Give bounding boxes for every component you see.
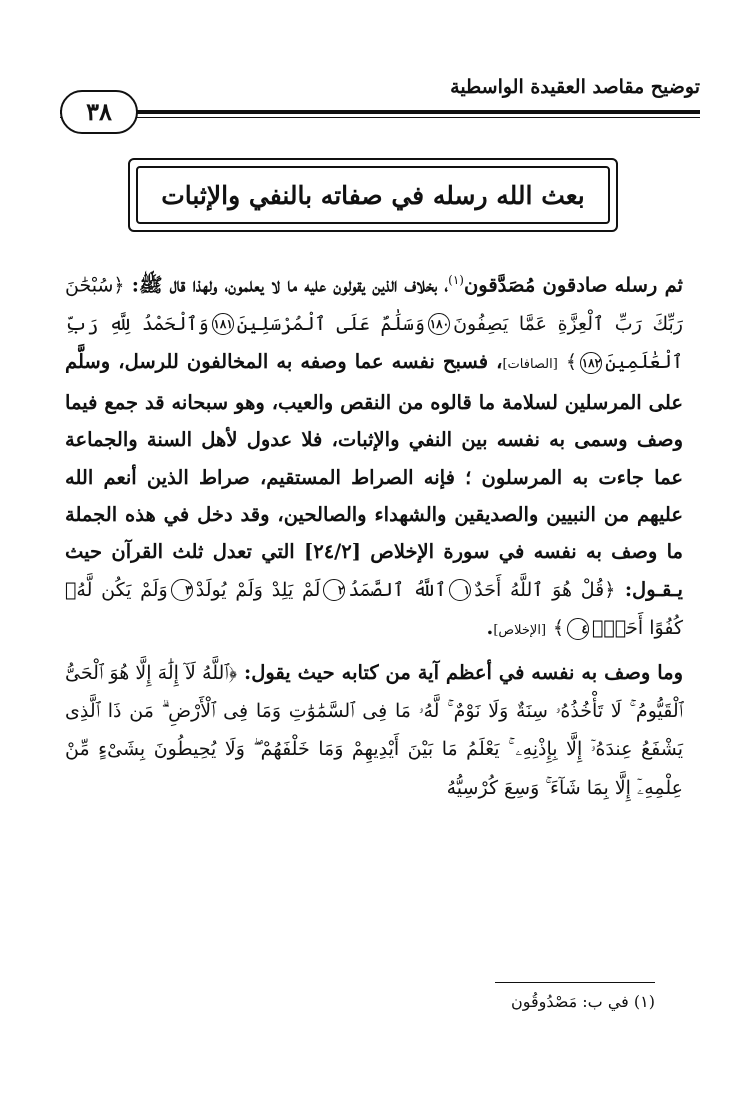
text-run: وما وصف به نفسه في أعظم آية من كتابه حيث يقول: <box>237 660 684 684</box>
verse-close: ﴾ <box>565 351 578 374</box>
quran-verse: لَمْ يَلِدْ وَلَمْ يُولَدْ <box>195 578 321 601</box>
footnote-separator <box>495 982 655 983</box>
running-title: توضيح مقاصد العقيدة الواسطية <box>450 76 700 98</box>
ayah-number: ٢ <box>323 579 345 601</box>
quran-verse: وَٱلْحَمْدُ لِلَّهِ رَبِّ ٱلْعَٰلَمِينَ <box>65 312 683 374</box>
section-title: بعث الله رسله في صفاته بالنفي والإثبات <box>136 166 610 224</box>
page-number: ٣٨ <box>60 90 138 134</box>
ayah-number: ١٨٢ <box>580 352 602 374</box>
ayah-number: ٣ <box>171 579 193 601</box>
footnote-text: في ب: مَصْدُوقُون <box>510 992 629 1011</box>
paragraph-1 <box>65 262 683 650</box>
text-run: ثم رسله صادقون مُصَدَّقون <box>463 273 683 297</box>
text-run: . <box>486 616 494 640</box>
ayah-number: ٤ <box>567 618 589 640</box>
text-run: ، فسبح نفسه عما وصفه به المخالفون للرسل، وسلَّم على المرسلين لسلامة ما قالوه من النقص والعيب، وهو سبحانه قد جمع فيما وصف وسمى به نفسه بين النفي والإثبات، فلا عدول لأهل السنة والجماعة عما جاءت به المرسلون ؛ فإنه الصراط المستقيم، صراط الذين أنعم الله عليهم من النبيين والصديقين والشهداء والصالحين، وقد دخل في هذه الجملة ما وصف به نفسه في سورة الإخلاص [٢٤/٢] التي تعدل ثلث القرآن حيث يـقـول: <box>65 350 683 601</box>
ayah-number: ١٨١ <box>212 313 234 335</box>
quran-verse: ٱللَّهُ ٱلصَّمَدُ <box>348 578 447 601</box>
verse-close: ﴾ <box>552 617 564 640</box>
ayah-number: ١ <box>449 579 471 601</box>
footnote-number: (١) <box>633 992 655 1011</box>
verse-source: [الصافات] <box>502 357 558 373</box>
header-rule <box>60 110 700 118</box>
page-header <box>60 70 700 130</box>
quran-verse: ﴿ٱللَّهُ لَآ إِلَٰهَ إِلَّا هُوَ ٱلْحَىُّ ٱلْقَيُّومُ ۚ لَا تَأْخُذُهُۥ سِنَةٌ وَلَا نَوْمٌ ۚ لَّهُۥ مَا فِى ٱلسَّمَٰوَٰتِ وَمَا فِى ٱلْأَرْضِ ۗ مَن ذَا ٱلَّذِى يَشْفَعُ عِندَهُۥٓ إِلَّا بِإِذْنِهِۦ ۚ يَعْلَمُ مَا بَيْنَ أَيْدِيهِمْ وَمَا خَلْفَهُمْ ۖ وَلَا يُحِيطُونَ بِشَىْءٍ مِّنْ عِلْمِهِۦٓ إِلَّا بِمَا شَآءَ ۚ وَسِعَ كُرْسِيُّهُ <box>65 661 683 799</box>
verse-source: [الإخلاص] <box>493 623 547 639</box>
footnote <box>511 992 655 1011</box>
section-title-frame <box>128 158 618 232</box>
quran-verse: ﴿سُبْحَٰنَ رَبِّكَ رَبِّ ٱلْعِزَّةِ عَمَّا يَصِفُونَ <box>65 274 683 335</box>
body-text <box>65 262 683 807</box>
quran-verse: وَلَمْ يَكُن لَّهُۥ كُفُوًا أَحَدٌۢ <box>65 578 683 640</box>
footnote-ref: (١) <box>448 273 464 287</box>
paragraph-2 <box>65 654 683 808</box>
text-run: ، بخلاف الذين يقولون عليه ما لا يعلمون، ولهذا قال ﷺ: <box>124 273 449 297</box>
ayah-number: ١٨٠ <box>428 313 450 335</box>
quran-verse: ﴿قُلْ هُوَ ٱللَّهُ أَحَدٌ <box>474 578 616 601</box>
quran-verse: وَسَلَٰمٌ عَلَى ٱلْمُرْسَلِينَ <box>236 312 426 335</box>
